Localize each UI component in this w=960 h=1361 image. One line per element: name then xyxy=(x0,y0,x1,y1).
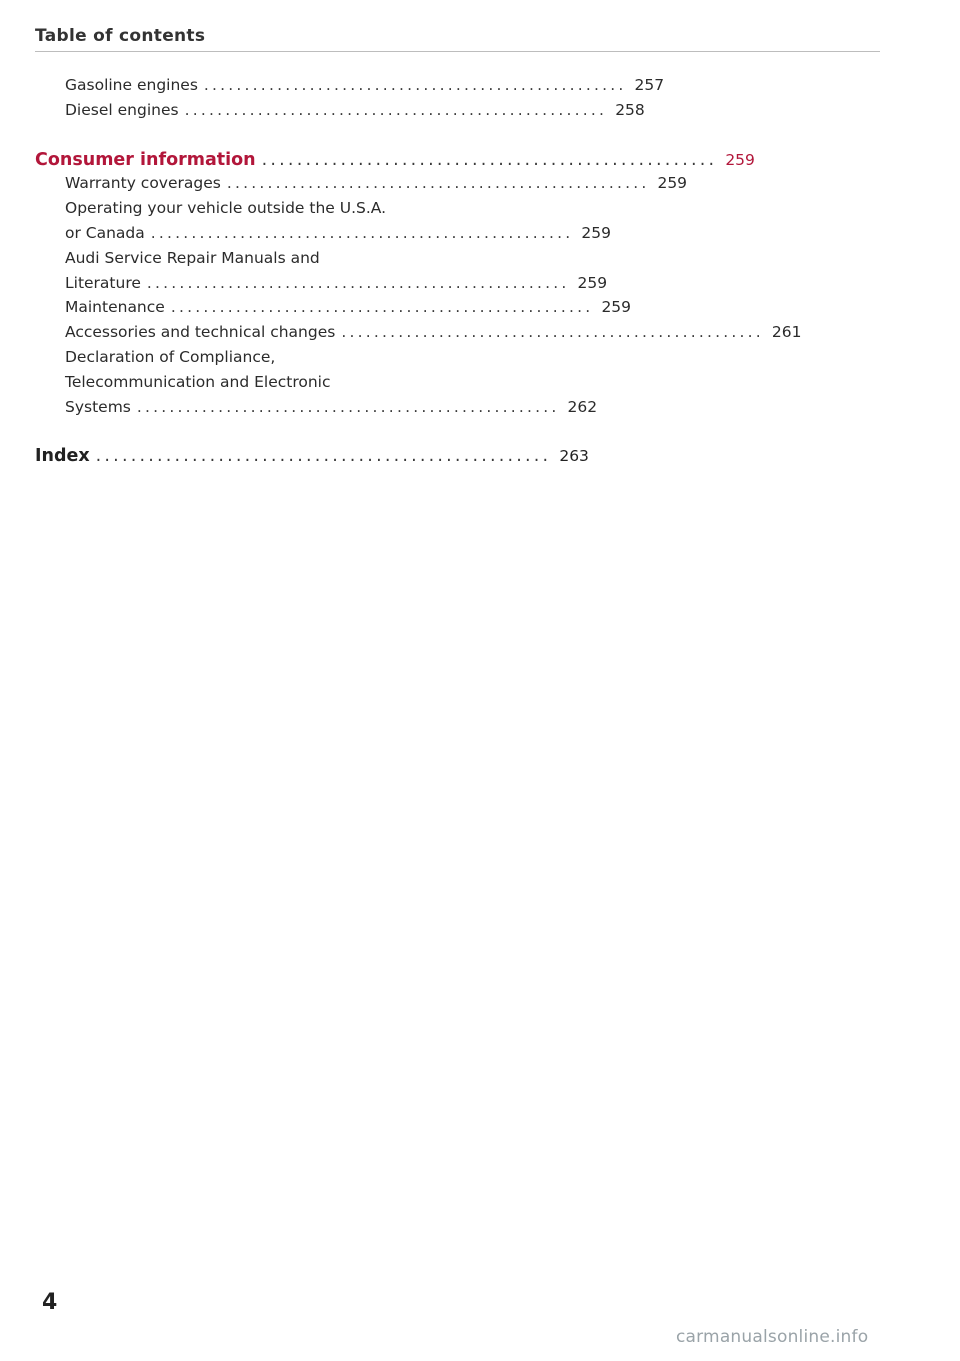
toc-entry-page: 259 xyxy=(577,273,608,292)
toc-entry-label: Gasoline engines xyxy=(65,76,198,94)
toc-section-index[interactable] xyxy=(35,446,589,471)
toc-leader-dots: .................................................... xyxy=(226,174,650,193)
table-of-contents xyxy=(35,76,802,471)
toc-leader-dots: .................................................... xyxy=(341,323,764,342)
toc-entry-page: 257 xyxy=(634,76,665,94)
toc-leader-dots: .................................................... xyxy=(146,273,570,292)
toc-section-page: 259 xyxy=(725,150,755,169)
toc-entry-declaration-line1[interactable]: Declaration of Compliance, xyxy=(65,347,276,366)
page-header-title: Table of contents xyxy=(35,26,206,46)
toc-leader-dots: .................................................... xyxy=(95,446,552,467)
toc-section-page: 263 xyxy=(559,447,589,466)
toc-entry-maintenance[interactable] xyxy=(65,298,632,323)
section-gap xyxy=(65,126,455,150)
section-gap xyxy=(65,422,455,446)
toc-section-consumer-information[interactable] xyxy=(35,149,755,175)
toc-section-title: Consumer information xyxy=(35,149,256,170)
toc-entry-label: Systems xyxy=(65,397,131,416)
toc-entry-service-manuals-line1[interactable]: Audi Service Repair Manuals and xyxy=(65,248,320,267)
toc-leader-dots: .................................................... xyxy=(150,223,574,242)
toc-leader-dots: .................................................... xyxy=(184,100,608,119)
toc-entry-page: 259 xyxy=(657,174,688,193)
toc-entry-declaration-line2[interactable]: Telecommunication and Electronic xyxy=(65,372,331,391)
toc-section-title: Index xyxy=(35,446,90,467)
toc-entry-page: 262 xyxy=(567,397,598,416)
toc-leader-dots: .................................................... xyxy=(203,76,627,94)
toc-entry-gasoline-engines[interactable] xyxy=(65,76,665,101)
header-divider xyxy=(35,51,880,52)
toc-entry-label: Maintenance xyxy=(65,298,165,317)
toc-entry-label: or Canada xyxy=(65,223,145,242)
toc-entry-declaration[interactable] xyxy=(65,397,598,423)
toc-entry-service-manuals[interactable] xyxy=(65,273,608,299)
toc-leader-dots: .................................................... xyxy=(136,397,560,416)
watermark-text: carmanualsonline.info xyxy=(676,1327,869,1347)
toc-entry-label: Warranty coverages xyxy=(65,174,221,193)
toc-entry-operating-outside-line1[interactable]: Operating your vehicle outside the U.S.A. xyxy=(65,199,387,218)
toc-entry-page: 259 xyxy=(581,223,611,242)
toc-entry-label: Accessories and technical changes xyxy=(65,323,336,342)
toc-entry-warranty-coverages[interactable] xyxy=(65,174,688,199)
toc-entry-label: Diesel engines xyxy=(65,100,179,119)
toc-leader-dots: .................................................... xyxy=(261,149,718,170)
page-number: 4 xyxy=(42,1290,58,1315)
toc-entry-page: 261 xyxy=(771,323,802,342)
toc-entry-page: 259 xyxy=(601,298,632,317)
toc-entry-page: 258 xyxy=(615,100,645,119)
toc-entry-operating-outside[interactable] xyxy=(65,223,611,249)
toc-entry-label: Literature xyxy=(65,273,141,292)
toc-entry-accessories[interactable] xyxy=(65,323,802,348)
toc-entry-diesel-engines[interactable] xyxy=(65,100,645,126)
toc-leader-dots: .................................................... xyxy=(170,298,594,317)
